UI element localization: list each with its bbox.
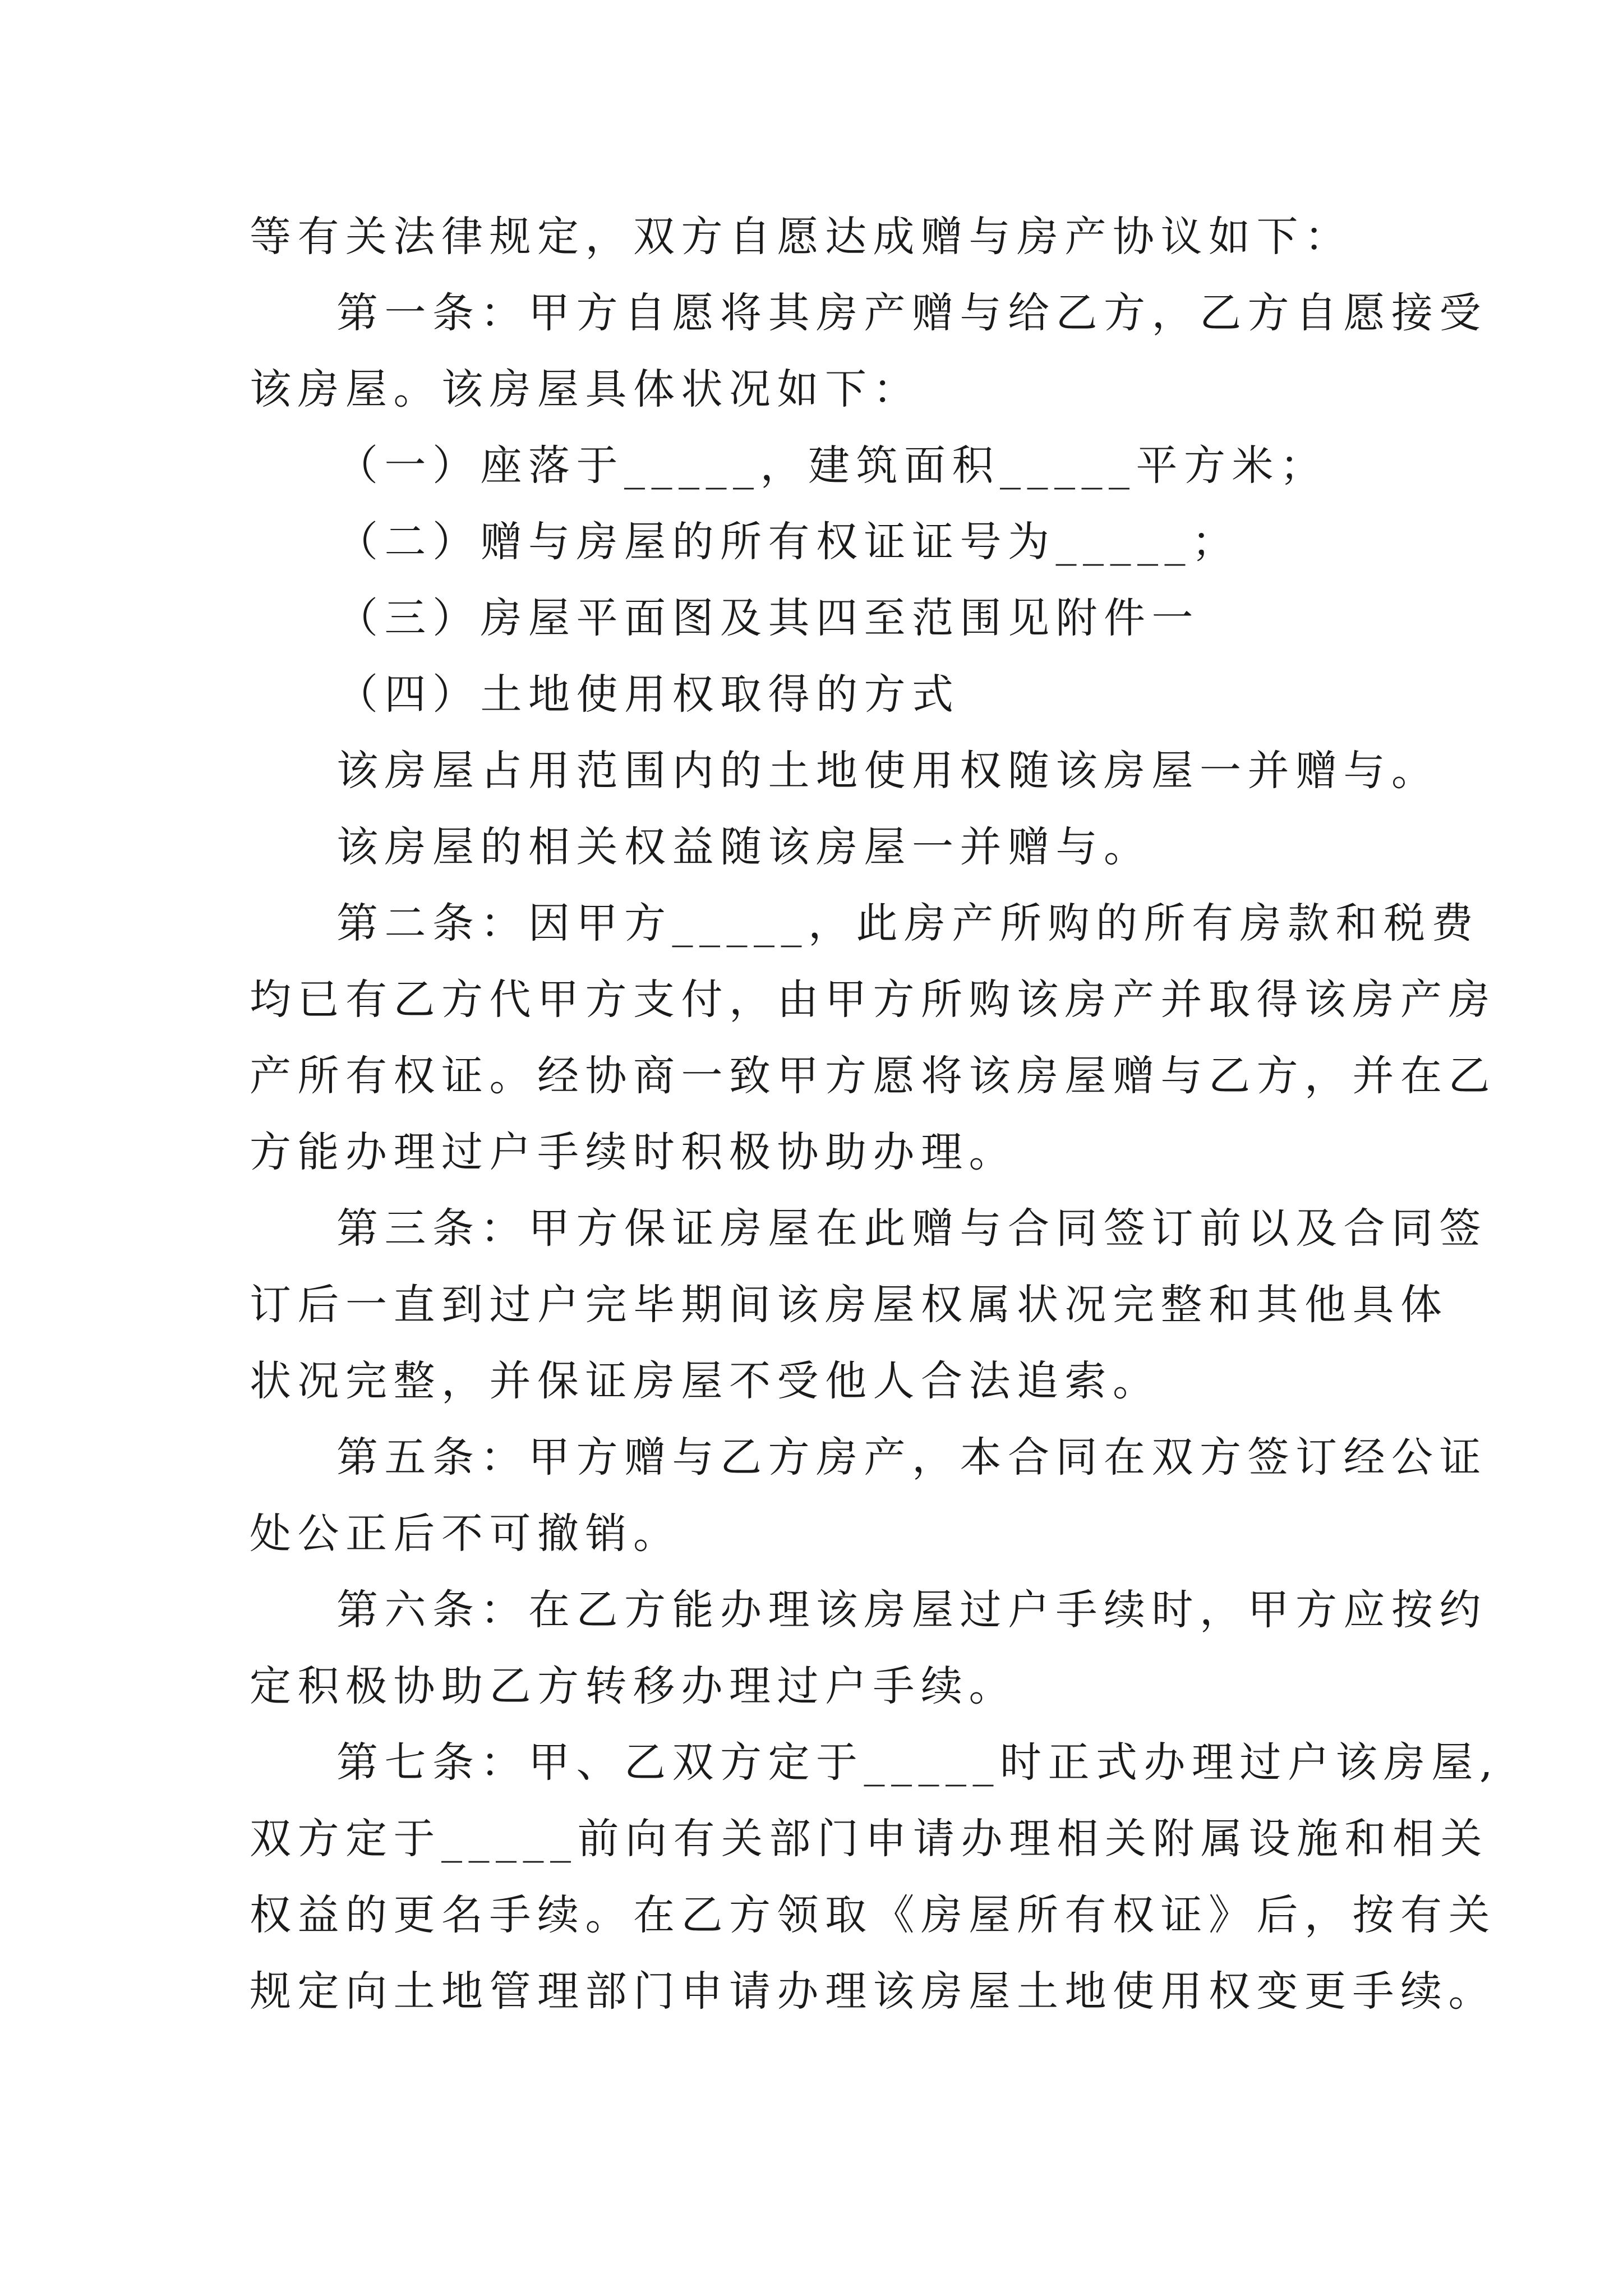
text-line: 产所有权证。经协商一致甲方愿将该房屋赠与乙方，并在乙 bbox=[250, 1052, 1496, 1100]
list-item: （四）土地使用权取得的方式 bbox=[336, 670, 960, 719]
article-2-line: 第二条：因甲方_____，此房产所购的所有房款和税费 bbox=[336, 899, 1479, 947]
article-5-line: 第五条：甲方赠与乙方房产，本合同在双方签订经公证 bbox=[336, 1433, 1487, 1481]
text-line: 双方定于_____前向有关部门申请办理相关附属设施和相关 bbox=[250, 1815, 1488, 1863]
text-line: 订后一直到过户完毕期间该房屋权属状况完整和其他具体 bbox=[250, 1281, 1449, 1329]
list-item: （三）房屋平面图及其四至范围见附件一 bbox=[336, 594, 1200, 642]
text-line: 等有关法律规定，双方自愿达成赠与房产协议如下： bbox=[250, 213, 1353, 261]
text-line: 均已有乙方代甲方支付，由甲方所购该房产并取得该房产房 bbox=[250, 976, 1496, 1024]
text-line: 方能办理过户手续时积极协助办理。 bbox=[250, 1128, 1017, 1176]
text-line: 定积极协助乙方转移办理过户手续。 bbox=[250, 1662, 1017, 1710]
text-line: 处公正后不可撤销。 bbox=[250, 1510, 681, 1558]
article-3-line: 第三条：甲方保证房屋在此赠与合同签订前以及合同签 bbox=[336, 1204, 1487, 1253]
text-line: 状况完整，并保证房屋不受他人合法追索。 bbox=[250, 1357, 1161, 1405]
list-item: （一）座落于_____，建筑面积_____平方米； bbox=[336, 441, 1328, 490]
article-6-line: 第六条：在乙方能办理该房屋过户手续时，甲方应按约 bbox=[336, 1586, 1487, 1634]
article-1-line: 第一条：甲方自愿将其房产赠与给乙方，乙方自愿接受 bbox=[336, 289, 1487, 337]
text-line: 该房屋占用范围内的土地使用权随该房屋一并赠与。 bbox=[336, 747, 1440, 795]
text-line: 规定向土地管理部门申请办理该房屋土地使用权变更手续。 bbox=[250, 1967, 1496, 2016]
text-line: 该房屋的相关权益随该房屋一并赠与。 bbox=[336, 823, 1152, 871]
list-item: （二）赠与房屋的所有权证证号为_____； bbox=[336, 518, 1240, 566]
article-7-line: 第七条：甲、乙双方定于_____时正式办理过户该房屋, bbox=[336, 1738, 1500, 1787]
text-line: 权益的更名手续。在乙方领取《房屋所有权证》后，按有关 bbox=[250, 1891, 1496, 1939]
text-line: 该房屋。该房屋具体状况如下： bbox=[250, 365, 921, 413]
